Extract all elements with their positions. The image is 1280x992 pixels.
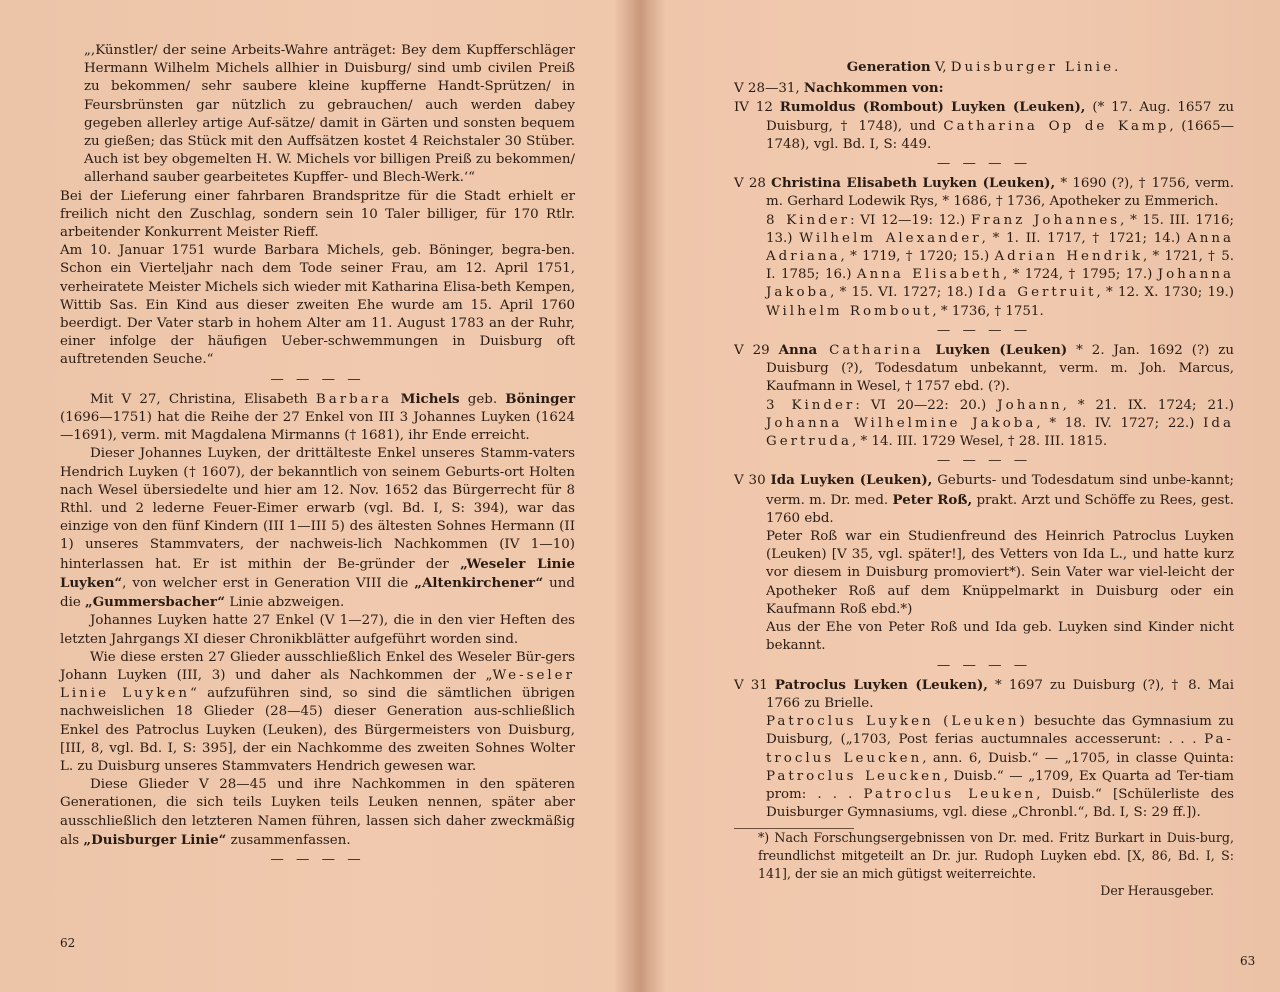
paragraph: Am 10. Januar 1751 wurde Barbara Michels, geb. Böninger, begra-ben. Schon ein Vierteljahr nach dem Tode seiner Frau, am 12. April 1751, verheiratete Meister Michels sich wieder mit Katharina Elisa-beth Kempen, Wittib Sas. Ein Kind aus dieser zweiten Ehe wurde am 15. April 1760 beerdigt. Der Vater starb in hohem Alter am 11. August 1783 an der Ruhr, einer infolge der häufigen Ueber-schwemmungen in Duisburg oft auftretenden Seuche.“ bbox=[60, 243, 575, 368]
separator: — — — — bbox=[936, 156, 1032, 172]
paragraph: Mit V 27, Christina, Elisabeth Barbara Michels geb. Böninger (1696—1751) hat die Reihe der 27 Enkel von III 3 Johannes Luyken (1624—1691), verm. mit Magdalena Mirmanns († 1681), ihr Ende erreicht. bbox=[60, 390, 576, 444]
separator: — — — — bbox=[936, 453, 1032, 469]
paragraph: Aus der Ehe von Peter Roß und Ida geb. Luyken sind Kinder nicht bekannt. bbox=[766, 620, 1234, 654]
left-text-column bbox=[60, 42, 575, 870]
paragraph: Peter Roß war ein Studienfreund des Heinrich Patroclus Luyken (Leuken) [V 35, vgl. später!], des Vetters von Ida L., und hatte kurz vor diesem in Duisburg promoviert*). Sein Vater war viel-leicht der Apotheker Roß auf dem Knüppelmarkt in Duisburg oder ein Kaufmann Roß ebd.*) bbox=[766, 529, 1234, 617]
quote-paragraph: „,Künstler/ der seine Arbeits-Wahre anträget: Bey dem Kupfferschläger Hermann Wilhelm Michels allhier in Duisburg/ sind umb civilen Preiß zu bekommen/ sehr saubere kleine kupfferne Handt-Sprützen/ in Feursbrünsten gar nützlich zu gebrauchen/ auch werden dabey gegeben allerley artige Auf-sätze/ damit in Gärten und sonsten bequem zu gießen; das Stück mit den Auffsätzen kostet 4 Reichstaler 30 Stüber. Auch ist bey obgemelten H. W. Michels vor billigen Preiß zu bekommen/ allerhand sauber gearbeitetes Kupffer- und Blech-Werk.‘“ bbox=[84, 43, 575, 186]
separator: — — — — bbox=[936, 322, 1032, 338]
generation-heading: Generation V, Duisburger Linie. bbox=[846, 59, 1122, 75]
separator: — — — — bbox=[270, 371, 365, 387]
footnote: *) Nach Forschungsergebnissen von Dr. med. Fritz Burkart in Duis-burg, freundlichst mitgeteilt an Dr. jur. Rudoph Luyken ebd. [X, 86, Bd. I, S: 141], der sie an mich gütigst weiterreichte. bbox=[758, 830, 1234, 881]
entry-heading: V 28—31, Nachkommen von: bbox=[734, 80, 944, 97]
children-list: 8 Kinder: VI 12—19: 12.) Franz Johannes, * 15. III. 1716; 13.) Wilhelm Alexander, * 1. II. 1717, † 1721; 14.) Anna Adriana, * 1719, † 1720; 15.) Adrian Hendrik, * 1721, † 5. I. 1785; 16.) Anna Elisabeth, * 1724, † 1795; 17.) Johanna Jakoba, * 15. VI. 1727; 18.) Ida Gertruit, * 12. X. 1730; 19.) Wilhelm Rombout, * 1736, † 1751. bbox=[766, 212, 1234, 319]
entry-v29: V 29 Anna Catharina Luyken (Leuken) * 2. Jan. 1692 (?) zu Duisburg (?), Todesdatum unbekannt, verm. m. Joh. Marcus, Kaufmann in Wesel, † 1757 ebd. (?). bbox=[734, 342, 1234, 395]
children-list: 3 Kinder: VI 20—22: 20.) Johann, * 21. IX. 1724; 21.) Johanna Wilhelmine Jakoba, * 18. IV. 1727; 22.) Ida Gertruda, * 14. III. 1729 Wesel, † 28. III. 1815. bbox=[766, 397, 1235, 450]
paragraph: Wie diese ersten 27 Glieder ausschließlich Enkel des Weseler Bür-gers Johann Luyken (III, 3) und daher als Nachkommen der „We-seler Linie Luyken“ aufzuführen sind, so sind die sämtlichen übrigen nachweislichen 18 Glieder (28—45) dieser Generation aus-schließlich Enkel des Patroclus Luyken (Leuken), des Bürgermeisters von Duisburg, [III, 8, vgl. Bd. I, S: 395], der ein Nachkomme des zweiten Sohnes Wolter L. zu Duisburg unseres Stammvaters Hendrich gewesen war. bbox=[60, 649, 575, 774]
entry-v31: V 31 Patroclus Luyken (Leuken), * 1697 zu Duisburg (?), † 8. Mai 1766 zu Brielle. bbox=[734, 676, 1234, 711]
page-number: 62 bbox=[60, 936, 76, 950]
paragraph: Dieser Johannes Luyken, der drittälteste Enkel unseres Stamm-vaters Hendrich Luyken († 1607), der bekanntlich von seinem Geburts-ort Holten nach Wesel übersiedelte und hier am 12. Nov. 1652 das Bürgerrecht für 8 Rthl. und 2 lederne Feuer-Eimer erwarb (vgl. Bd. I, S: 394), war das einzige von den fünf Kindern (III 1—III 5) des ältesten Sohnes Hermann (II 1) unseres Stammvaters, der nachweis-lich Nachkommen (IV 1—10) hinterlassen hat. Er ist mithin der Be-gründer der „Weseler Linie Luyken“, von welcher erst in Generation VIII die „Altenkirchener“ und die „Gummersbacher“ Linie abzweigen. bbox=[60, 446, 576, 611]
ancestor-entry: IV 12 Rumoldus (Rombout) Luyken (Leuken), (* 17. Aug. 1657 zu Duisburg, † 1748), und Catharina Op de Kamp, (1665—1748), vgl. Bd. I, S: 449. bbox=[734, 99, 1234, 152]
page-number: 63 bbox=[1240, 954, 1256, 968]
separator: — — — — bbox=[270, 851, 365, 867]
signature: Der Herausgeber. bbox=[1100, 883, 1214, 899]
right-page bbox=[642, 0, 1280, 992]
entry-v30: V 30 Ida Luyken (Leuken), Geburts- und Todesdatum sind unbe-kannt; verm. m. Dr. med. Peter Roß, prakt. Arzt und Schöffe zu Rees, gest. 1760 ebd. bbox=[734, 472, 1235, 526]
left-page bbox=[0, 0, 638, 992]
paragraph: Patroclus Luyken (Leuken) besuchte das Gymnasium zu Duisburg, („1703, Post ferias auctumnales accesserunt: . . . Pa-troclus Leucken, ann. 6, Duisb.“ — „1705, in classe Quinta: Patroclus Leucken, Duisb.“ — „1709, Ex Quarta ad Ter-tiam prom: . . . Patroclus Leuken, Duisb.“ [Schülerliste des Duisburger Gymnasiums, vgl. diese „Chronbl.“, Bd. I, S: 29 ff.]). bbox=[766, 714, 1235, 821]
paragraph: Johannes Luyken hatte 27 Enkel (V 1—27), die in den vier Heften des letzten Jahrgangs XI dieser Chronikblätter aufgeführt worden sind. bbox=[60, 613, 575, 647]
separator: — — — — bbox=[936, 657, 1032, 673]
right-text-column bbox=[734, 58, 1234, 900]
paragraph: Diese Glieder V 28—45 und ihre Nachkommen in den späteren Generationen, die sich teils Luyken teils Leuken nennen, später aber ausschließlich den letzteren Namen führen, lassen sich daher zweckmäßig als „Duisburger Linie“ zusammenfassen. bbox=[60, 777, 575, 848]
entry-v28: V 28 Christina Elisabeth Luyken (Leuken), * 1690 (?), † 1756, verm. m. Gerhard Lodewik Rys, * 1686, † 1736, Apotheker zu Emmerich. bbox=[734, 175, 1234, 210]
paragraph: Bei der Lieferung einer fahrbaren Brandspritze für die Stadt erhielt er freilich nicht den Zuschlag, sondern sein 10 Taler billiger, für 170 Rtlr. arbeitender Konkurrent Meister Rieff. bbox=[60, 188, 575, 241]
